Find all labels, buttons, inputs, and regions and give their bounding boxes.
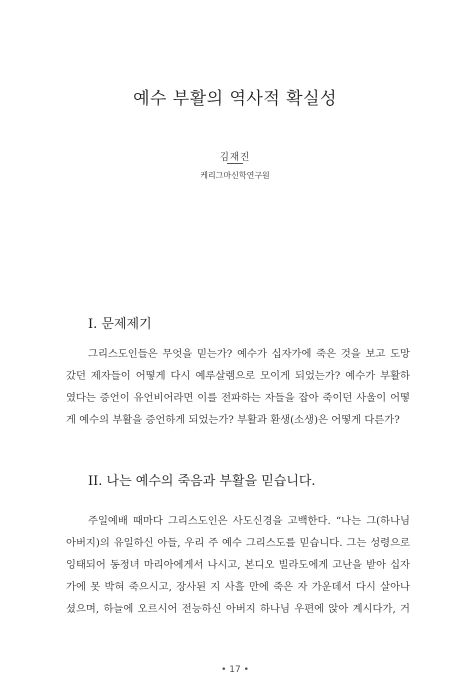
paragraph-line: 셨으며, 하늘에 오르시어 전능하신 아버지 하나님 우편에 앉아 계시다가, 거	[66, 603, 410, 615]
author-affiliation: 케리그마신학연구원	[200, 171, 270, 180]
paragraph-line: 아버지)의 유일하신 아들, 우리 주 예수 그리스도를 믿습니다. 그는 성령으로	[66, 537, 410, 549]
article-title: 예수 부활의 역사적 확실성	[133, 89, 337, 109]
paragraph-line: 주일예배 때마다 그리스도인은 사도신경을 고백한다. “나는 그(하나님	[88, 515, 410, 527]
paragraph-line: 그리스도인들은 무엇을 믿는가? 예수가 십자가에 죽은 것을 보고 도망	[88, 348, 410, 360]
paragraph-line: 였다는 증언이 유언비어라면 이를 전파하는 자들을 잡아 죽이던 사울이 어떻	[66, 392, 410, 404]
author-divider	[227, 163, 243, 164]
paragraph-line: 가에 못 박혀 죽으시고, 장사된 지 사흘 만에 죽은 자 가운데서 다시 살아나	[66, 581, 410, 593]
page-number: • 17 •	[221, 665, 249, 675]
paragraph-line: 게 예수의 부활을 증언하게 되었는가? 부활과 환생(소생)은 어떻게 다른가?	[66, 414, 400, 426]
section-heading-2: II. 나는 예수의 죽음과 부활을 믿습니다.	[88, 474, 316, 489]
author-name: 김재진	[219, 152, 251, 163]
section-2-paragraph	[66, 510, 410, 620]
paragraph-line: 잉태되어 동정녀 마리아에게서 나시고, 본디오 빌라도에게 고난을 받아 십자	[66, 559, 410, 571]
paragraph-line: 갔던 제자들이 어떻게 다시 예루살렘으로 모이게 되었는가? 예수가 부활하	[66, 370, 410, 382]
section-heading-1: I. 문제제기	[88, 317, 152, 332]
section-1-paragraph	[66, 343, 410, 431]
